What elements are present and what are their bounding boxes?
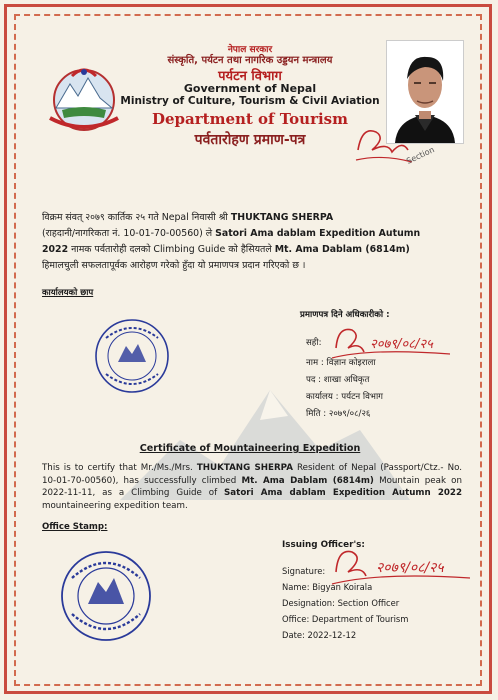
ministry-en: Ministry of Culture, Tourism & Civil Aviation [120, 95, 380, 107]
np-line-3: 2022 नामक पर्वतारोही दलको Climbing Guide को हैसियतले Mt. Ama Dablam (6814m) [42, 244, 410, 255]
officer-designation: Designation: Section Officer [282, 598, 400, 608]
officer-name: Name: Bigyan Koirala [282, 582, 373, 592]
cert-title-np: पर्वतारोहण प्रमाण-पत्र [194, 132, 306, 148]
dept-np: पर्यटन विभाग [218, 69, 282, 84]
np-officer-signature: सही: [306, 338, 322, 348]
office-seal-stamp-en [58, 548, 154, 644]
cert-title-en: Certificate of Mountaineering Expedition [139, 443, 361, 454]
english-paragraph: This is to certify that Mr./Ms./Mrs. THUKTANG SHERPA Resident of Nepal (Passport/Ctz.- No. 10-01-70-00560), has successfully climbed Mt. Ama Dablam (6814m) Mountain peak on 2022-11-11, as a Climbing Guide of Satori Ama dablam Expedition Autumn 2022 mountaineering expedition team. [42, 463, 463, 511]
handwritten-date-bottom: २०७९/०८/२५ [376, 560, 444, 576]
office-seal-label-np: कार्यालयको छाप [42, 288, 94, 298]
signature-top [352, 120, 442, 168]
handwritten-date-mid: २०७९/०८/२५ [370, 337, 433, 352]
np-officer-title: प्रमाणपत्र दिने अधिकारीको : [300, 310, 390, 320]
np-line-2: (राहदानी/नागरिकता नं. 10-01-70-00560) ले Satori Ama dablam Expedition Autumn [42, 228, 421, 239]
officer-date: Date: 2022-12-12 [282, 630, 357, 640]
officer-signature-label: Signature: [282, 566, 326, 576]
ministry-np: संस्कृति, पर्यटन तथा नागरिक उड्डयन मन्त्रालय [167, 55, 333, 66]
govt-en: Government of Nepal [183, 82, 317, 95]
np-officer-office: कार्यालय : पर्यटन विभाग [306, 392, 384, 402]
office-stamp-label: Office Stamp: [42, 522, 108, 532]
section-note: Section [405, 145, 436, 166]
np-officer-post: पद : शाखा अधिकृत [306, 375, 370, 385]
issuing-officer-label: Issuing Officer's: [282, 540, 365, 550]
signature-mid [330, 318, 460, 368]
np-officer-name: नाम : विज्ञान कोइराला [306, 358, 376, 368]
govt-np: नेपाल सरकार [227, 45, 273, 55]
np-officer-date: मिति : २०७९/०८/२६ [306, 409, 371, 419]
np-line-1: विक्रम संवत् २०७९ कार्तिक २५ गते Nepal निवासी श्री THUKTANG SHERPA [42, 212, 334, 223]
officer-office: Office: Department of Tourism [282, 614, 409, 624]
dept-en: Department of Tourism [151, 110, 348, 128]
signature-bottom [330, 540, 480, 596]
np-line-4: हिमालचुली सफलतापूर्वक आरोहण गरेको हुँदा यो प्रमाणपत्र प्रदान गरिएको छ । [42, 260, 306, 271]
